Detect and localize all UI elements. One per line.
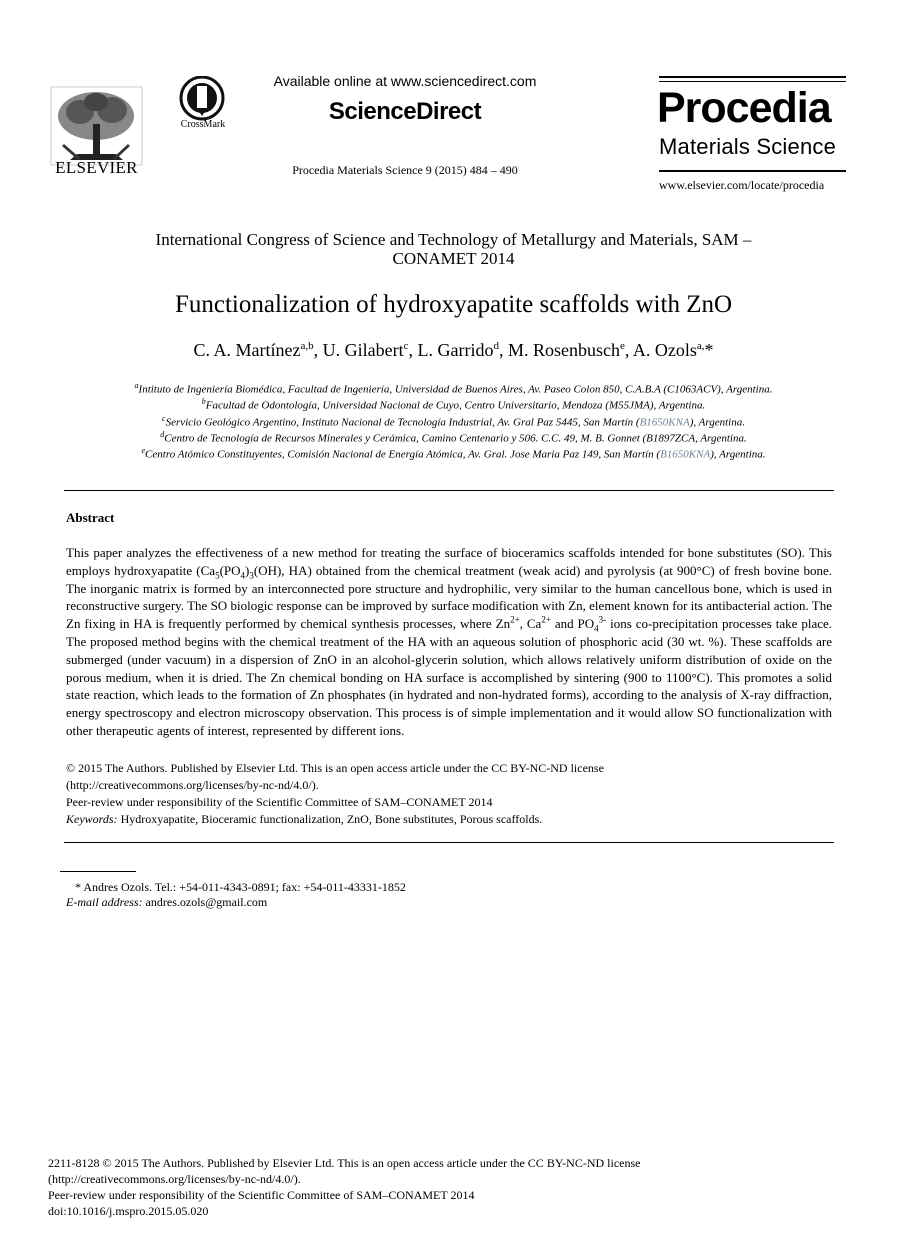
abstract-body [66, 544, 832, 740]
affiliation-text: Intituto de Ingeniería Biomédica, Facultad de Ingeniería, Universidad de Buenos Aires, Av. Paseo Colon 850, C.A.B.A (C1063ACV), Argentina. [138, 383, 773, 396]
postal-code-link[interactable]: B1650KNA [660, 448, 711, 461]
peer-review-statement: Peer-review under responsibility of the Scientific Committee of SAM–CONAMET 2014 [66, 795, 493, 809]
license-statement: © 2015 The Authors. Published by Elsevier Ltd. This is an open access article under the CC BY-NC-ND license [66, 761, 604, 775]
abstract-text: , Ca [519, 616, 542, 632]
footer-license-line: (http://creativecommons.org/licenses/by-nc-nd/4.0/). [48, 1172, 301, 1186]
author-separator: , [498, 340, 508, 360]
author-list [40, 340, 867, 361]
affiliation-text: Servicio Geológico Argentino, Instituto Nacional de Tecnología Industrial, Av. Gral Paz 5445, San Martín ( [165, 416, 640, 429]
email-address-link[interactable]: andres.ozols@gmail.com [142, 895, 268, 909]
available-online-text[interactable]: Available online at www.sciencedirect.com [273, 73, 537, 89]
author-separator: , [408, 340, 418, 360]
subscript: 4 [240, 570, 246, 581]
abstract-heading: Abstract [66, 510, 115, 525]
subscript: 4 [594, 623, 599, 634]
footer-license-url-link[interactable]: http://creativecommons.org/licenses/by-nc-nd/4.0/ [52, 1172, 294, 1186]
superscript: 3- [598, 614, 607, 625]
procedia-logo-title: Procedia [657, 84, 831, 132]
conference-line-2: CONAMET 2014 [392, 249, 515, 268]
crossmark-label: CrossMark [180, 119, 226, 130]
keywords-line [66, 811, 542, 828]
footer-doi[interactable]: doi:10.1016/j.mspro.2015.05.020 [48, 1204, 209, 1218]
abstract-text: ions co-precipitation processes take place. The proposed method begins with the chemical treatment of the HA with an aqueous solution of phosphoric acid (30 wt. %). These scaffolds are submerged (under vacuum) in a dispersion of ZnO in an alcohol-glycerin solution, which allows relatively uniform distribution of oxide on the porous medium, when it is dried. The Zn chemical bonding on HA surface is accomplished by sintering (900 to 1100°C). This promotes a solid state reaction, which leads to the formation of Zn phosphates (in hydrated and non-hydrated forms), according to the analysis of X-ray diffraction, energy spectroscopy and electron microscopy observation. This process is of simple implementation and it would allow SO functionalization with other therapeutic agents of interest, represented by different ions. [66, 616, 833, 738]
corresponding-author-note: * Andres Ozols. Tel.: +54-011-4343-0891; fax: +54-011-43331-1852 [75, 880, 406, 894]
affiliation-mark: b [201, 397, 206, 406]
procedia-top-rule-thin [659, 81, 846, 82]
affiliation-mark: a [134, 381, 139, 390]
sciencedirect-title[interactable]: ScienceDirect [328, 98, 482, 125]
license-link-line: (http://creativecommons.org/licenses/by-nc-nd/4.0/). [66, 778, 319, 792]
footer-peer-review: Peer-review under responsibility of the Scientific Committee of SAM–CONAMET 2014 [48, 1188, 475, 1202]
abstract-top-rule [64, 490, 834, 491]
author-separator: , [313, 340, 323, 360]
abstract-bottom-rule [64, 842, 834, 843]
author-affiliation-mark: c [403, 340, 409, 352]
abstract-text: (PO [219, 562, 241, 578]
author-affiliation-mark: e [619, 340, 625, 352]
email-label: E-mail address: [66, 895, 143, 909]
affiliation-mark: e [141, 446, 146, 455]
footnote-rule [60, 871, 136, 872]
paper-title: Functionalization of hydroxyapatite scaffolds with ZnO [174, 291, 733, 318]
abstract-text: (OH), HA) obtained from the chemical treatment (weak acid) and pyrolysis (at 900°C) of fresh bovine bone. The inorganic matrix is formed by an interconnected pore structure and hydrophilic, very similar to the human cancellous bone, which is used in reconstructive surgery. The SO biologic response can be improved by surface modification with Zn, element known for its antibacterial action. The Zn fixing in HA is frequently performed by chemical synthesis processes, where Zn [66, 562, 832, 632]
affiliation-text: Facultad de Odontología, Universidad Nacional de Cuyo, Centro Universitario, Mendoza (M55JMA), Argentina. [205, 399, 706, 412]
postal-code-link[interactable]: B1650KNA [639, 416, 690, 429]
superscript: 2+ [510, 614, 520, 625]
affiliation-e [40, 443, 867, 463]
procedia-logo-subtitle: Materials Science [659, 134, 837, 159]
abstract-text: ) [245, 562, 250, 578]
author-name: L. Garrido [417, 340, 494, 360]
keywords-label: Keywords: [66, 812, 118, 826]
author-name: C. A. Martínez [193, 340, 301, 360]
license-url-link[interactable]: http://creativecommons.org/licenses/by-nc-nd/4.0/ [70, 778, 312, 792]
email-line [66, 894, 267, 911]
procedia-top-rule [659, 76, 846, 78]
author-separator: , [624, 340, 633, 360]
footer-issn-line: 2211-8128 © 2015 The Authors. Published by Elsevier Ltd. This is an open access article under the CC BY-NC-ND license [48, 1156, 641, 1170]
elsevier-wordmark: ELSEVIER [55, 158, 138, 177]
affiliation-mark: d [160, 430, 165, 439]
journal-url-link[interactable]: www.elsevier.com/locate/procedia [659, 178, 825, 192]
subscript: 3 [249, 570, 254, 581]
author-name: A. Ozols [632, 340, 697, 360]
author-affiliation-mark: a,b [300, 340, 314, 352]
author-affiliation-mark: a, [696, 340, 705, 352]
abstract-text: This paper analyzes the effectiveness of a new method for treating the surface of bioceramics scaffolds intended for bone substitutes (SO). This employs hydroxyapatite (Ca [66, 545, 832, 578]
keywords-list: Hydroxyapatite, Bioceramic functionalization, ZnO, Bone substitutes, Porous scaffolds. [117, 812, 543, 826]
author-name: M. Rosenbusch [507, 340, 620, 360]
affiliation-text: Centro de Tecnología de Recursos Minerales y Cerámica, Camino Centenario y 506. C.C. 49, M. B. Gonnet (B1897ZCA, Argentina. [164, 432, 747, 445]
affiliation-tail: ), Argentina. [689, 416, 745, 429]
conference-name [60, 230, 847, 268]
subscript: 5 [215, 570, 220, 581]
conference-line-1: International Congress of Science and Technology of Metallurgy and Materials, SAM – [155, 230, 752, 249]
affiliation-text: Centro Atómico Constituyentes, Comisión Nacional de Energía Atómica, Av. Gral. Jose Maria Paz 149, San Martín ( [145, 448, 661, 461]
superscript: 2+ [541, 614, 551, 625]
author-name: U. Gilabert [322, 340, 404, 360]
author-affiliation-mark: d [493, 340, 499, 352]
corresponding-author-mark: * [704, 340, 714, 360]
procedia-bottom-rule [659, 170, 846, 172]
affiliation-mark: c [162, 414, 166, 423]
affiliation-tail: ), Argentina. [710, 448, 766, 461]
abstract-text: and PO [550, 616, 595, 632]
journal-reference: Procedia Materials Science 9 (2015) 484 – 490 [292, 163, 518, 177]
